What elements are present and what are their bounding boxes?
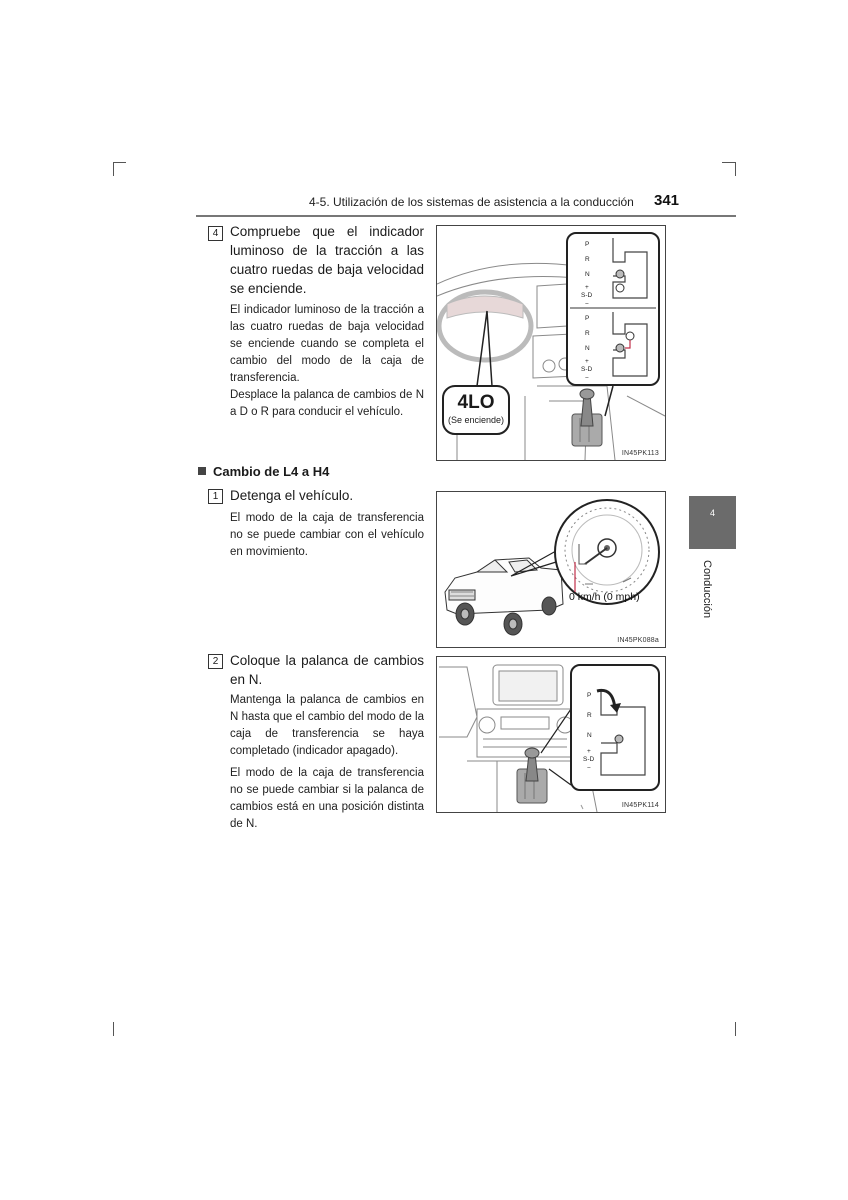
figure-shift-to-n [436, 656, 666, 813]
shift-label: R [585, 256, 590, 263]
step-title: Detenga el vehículo. [230, 488, 354, 503]
description-paragraph: Desplace la palanca de cambios de N a D o R para conducir el vehículo. [230, 389, 424, 418]
step-title: Coloque la palanca de cambios en N. [230, 653, 424, 687]
shift-label: P [587, 692, 592, 699]
description-paragraph: El indicador luminoso de la tracción a las cuatro ruedas de baja velocidad se enciende cuando se completa el cambio del modo de la caja de transferencia. [230, 304, 424, 384]
step-description [230, 692, 424, 833]
shift-label: − [587, 765, 591, 772]
shift-labels [581, 237, 593, 308]
figure-dashboard-4lo [436, 225, 666, 461]
figure-id: IN45PK113 [621, 450, 659, 457]
description-paragraph: Mantenga la palanca de cambios en N hasta que el cambio del modo de la caja de transferencia se haya completado (indicador apagado). [230, 694, 424, 757]
shift-label: + [585, 284, 589, 291]
crop-mark [113, 162, 126, 163]
figure-vehicle-stopped [436, 491, 666, 648]
shift-label: + [587, 748, 591, 755]
vehicle-illustration [437, 492, 665, 647]
shift-labels [581, 311, 593, 382]
shift-labels [583, 686, 595, 772]
indicator-4lo: 4LO [457, 392, 495, 413]
section-title [198, 464, 329, 479]
shift-label: P [585, 315, 590, 322]
chapter-number: 4 [709, 508, 715, 518]
step-title: Compruebe que el indicador luminoso de la tracción a las cuatro ruedas de baja velocidad se enciende. [230, 224, 424, 296]
crop-mark [735, 1022, 736, 1036]
step-description [230, 302, 424, 421]
section-header: 4-5. Utilización de los sistemas de asistencia a la conducción [309, 195, 634, 209]
shift-label: S-D [581, 292, 593, 299]
section-title-text: Cambio de L4 a H4 [213, 464, 330, 479]
shift-label: + [585, 358, 589, 365]
shift-label: S-D [583, 756, 595, 763]
speed-label: 0 km/h (0 mph) [569, 591, 640, 603]
crop-mark [735, 162, 736, 176]
crop-mark [113, 162, 114, 176]
shift-label: R [585, 330, 590, 337]
shift-label: R [587, 712, 592, 719]
crop-mark [113, 1022, 114, 1036]
shift-label: S-D [581, 366, 593, 373]
chapter-tab [689, 496, 736, 549]
console-illustration [437, 657, 665, 812]
indicator-caption: (Se enciende) [447, 415, 505, 425]
step-description: El modo de la caja de transferencia no se puede cambiar con el vehículo en movimiento. [230, 512, 424, 558]
step-number: 4 [208, 226, 223, 241]
crop-mark [722, 162, 735, 163]
shift-label: − [585, 375, 589, 382]
description-paragraph: El modo de la caja de transferencia no se puede cambiar si la palanca de cambios está en una posición distinta de N. [230, 767, 424, 830]
shift-label: N [587, 732, 592, 739]
step-number: 1 [208, 489, 223, 504]
header-rule [196, 215, 736, 217]
section-bullet [198, 467, 206, 475]
figure-id: IN45PK088a [617, 637, 659, 644]
step-number: 2 [208, 654, 223, 669]
shift-label: N [585, 345, 590, 352]
shift-label: − [585, 301, 589, 308]
shift-label: P [585, 241, 590, 248]
shift-label: N [585, 271, 590, 278]
chapter-label: Conducción [701, 560, 713, 619]
figure-id: IN45PK114 [621, 802, 659, 809]
page-number: 341 [654, 192, 680, 209]
